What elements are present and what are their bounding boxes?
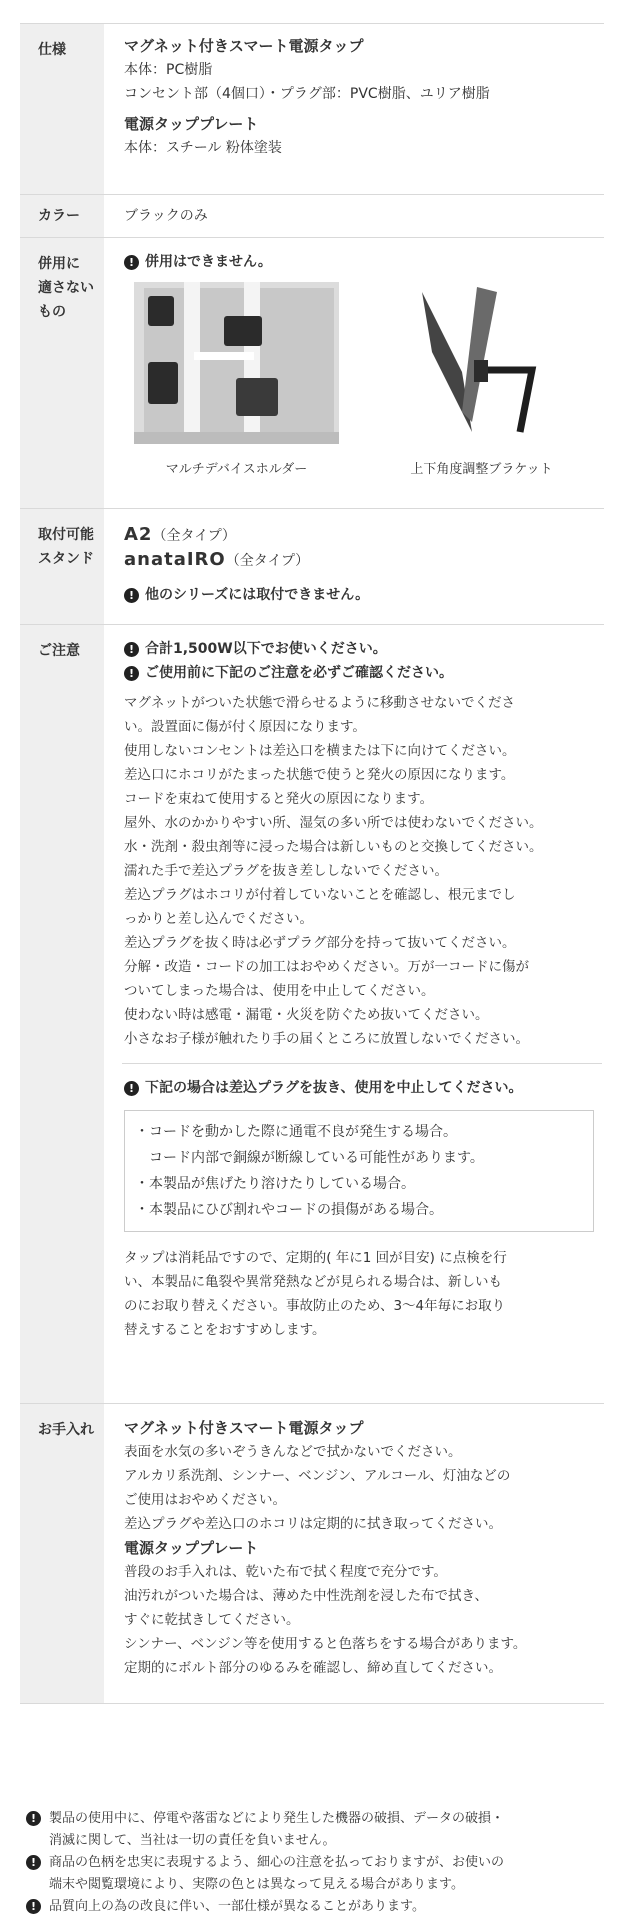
footnote-line: 製品の使用中に、停電や落雷などにより発生した機器の破損、データの破損・ xyxy=(49,1811,505,1826)
stand-item xyxy=(124,548,594,573)
stands-label xyxy=(20,509,104,625)
care-product1-title: マグネット付きスマート電源タップ xyxy=(124,1419,364,1437)
spec-content xyxy=(104,24,604,195)
color-value: ブラックのみ xyxy=(104,195,604,238)
stop-warning-text: 下記の場合は差込プラグを抜き、使用を中止してください。 xyxy=(145,1080,523,1096)
footnote xyxy=(26,1852,610,1896)
spec-product2-title: 電源タッププレート xyxy=(124,115,259,133)
incompatible-label xyxy=(20,238,104,509)
caution-line: 使用しないコンセントは差込口を横または下に向けてください。 xyxy=(124,743,516,759)
care-line: 表面を水気の多いぞうきんなどで拭かないでください。 xyxy=(124,1444,462,1460)
inspection-line: のにお取り替えください。事故防止のため、3～4年毎にお取り xyxy=(124,1298,506,1314)
incompatible-warning-text: 併用はできません。 xyxy=(145,254,272,270)
stop-condition: ・本製品が焦げたり溶けたりしている場合。 xyxy=(135,1176,415,1192)
caution-line: 分解・改造・コードの加工はおやめください。万が一コードに傷が xyxy=(124,959,529,975)
spec-product1-line: 本体：PC樹脂 xyxy=(124,62,213,78)
incompatible-images xyxy=(124,282,594,482)
stand-item xyxy=(124,523,594,548)
spec-product1-line: コンセント部（4個口）・プラグ部：PVC樹脂、ユリア樹脂 xyxy=(124,86,490,102)
caution-line: コードを束ねて使用すると発火の原因になります。 xyxy=(124,791,434,807)
caution-line: マグネットがついた状態で滑らせるように移動させないでくださ xyxy=(124,695,515,711)
incompatible-caption: マルチデバイスホルダー xyxy=(165,462,308,477)
inspection-line: い、本製品に亀裂や異常発熱などが見られる場合は、新しいも xyxy=(124,1274,502,1290)
incompatible-caption: 上下角度調整ブラケット xyxy=(410,462,553,477)
exclamation-icon: ! xyxy=(26,1899,41,1914)
care-row xyxy=(20,1404,604,1704)
footnote-line: 消滅に関して、当社は一切の責任を負いません。 xyxy=(49,1833,336,1848)
care-label: お手入れ xyxy=(20,1404,104,1704)
caution-line: 差込プラグを抜く時は必ずプラグ部分を持って抜いてください。 xyxy=(124,935,516,951)
inspection-line: タップは消耗品ですので、定期的( 年に1 回が目安) に点検を行 xyxy=(124,1250,507,1266)
spec-row xyxy=(20,24,604,195)
stands-warning-text: 他のシリーズには取付できません。 xyxy=(145,587,370,603)
stands-label-line: スタンド xyxy=(38,551,94,567)
footnote-line: 商品の色柄を忠実に表現するよう、細心の注意を払っておりますが、お使いの xyxy=(49,1855,505,1870)
stand-note: （全タイプ） xyxy=(225,553,310,569)
care-line: すぐに乾拭きしてください。 xyxy=(124,1612,300,1628)
care-line: シンナー、ベンジン等を使用すると色落ちをする場合があります。 xyxy=(124,1636,527,1652)
care-line: 油汚れがついた場合は、薄めた中性洗剤を浸した布で拭き、 xyxy=(124,1588,488,1604)
inspection-line: 替えすることをおすすめします。 xyxy=(124,1322,326,1338)
incompatible-label-line: 併用に xyxy=(38,256,80,272)
spec-product2-line: 本体：スチール 粉体塗装 xyxy=(124,140,282,156)
caution-line: い。設置面に傷が付く原因になります。 xyxy=(124,719,366,735)
caution-label: ご注意 xyxy=(20,625,104,1404)
incompatible-label-line: 適さない xyxy=(38,280,94,296)
exclamation-icon: ! xyxy=(124,642,139,657)
stands-warning xyxy=(124,583,594,607)
caution-content xyxy=(104,625,604,1404)
caution-divider xyxy=(122,1063,602,1064)
caution-line: 濡れた手で差込プラグを抜き差ししないでください。 xyxy=(124,863,448,879)
incompatible-item xyxy=(369,282,594,482)
care-line: アルカリ系洗剤、シンナー、ベンジン、アルコール、灯油などの xyxy=(124,1468,511,1484)
care-content xyxy=(104,1404,604,1704)
stop-conditions-box xyxy=(124,1110,594,1232)
caution-warning-text: 合計1,500W以下でお使いください。 xyxy=(145,641,387,657)
incompatible-row xyxy=(20,238,604,509)
angle-bracket-icon xyxy=(402,282,562,444)
care-line: 差込プラグや差込口のホコリは定期的に拭き取ってください。 xyxy=(124,1516,502,1532)
exclamation-icon: ! xyxy=(124,666,139,681)
incompatible-warning xyxy=(124,250,594,274)
stop-condition: コード内部で銅線が断線している可能性があります。 xyxy=(135,1150,484,1166)
incompatible-label-line: もの xyxy=(38,304,66,320)
color-label: カラー xyxy=(20,195,104,238)
caution-line: 水・洗剤・殺虫剤等に浸った場合は新しいものと交換してください。 xyxy=(124,839,543,855)
stand-name: A2 xyxy=(124,524,153,545)
caution-line: ついてしまった場合は、使用を中止してください。 xyxy=(124,983,435,999)
exclamation-icon: ! xyxy=(124,588,139,603)
exclamation-icon: ! xyxy=(124,255,139,270)
footnote-line: 端末や閲覧環境により、実際の色とは異なって見える場合があります。 xyxy=(49,1877,464,1892)
stands-label-line: 取付可能 xyxy=(38,527,94,543)
incompatible-content xyxy=(104,238,604,509)
stop-warning xyxy=(124,1076,594,1100)
care-line: 定期的にボルト部分のゆるみを確認し、締め直してください。 xyxy=(124,1660,502,1676)
stands-content xyxy=(104,509,604,625)
exclamation-icon: ! xyxy=(26,1811,41,1826)
stand-name: anataIRO xyxy=(124,549,226,570)
exclamation-icon: ! xyxy=(124,1081,139,1096)
footnote xyxy=(26,1808,610,1852)
spec-product1-title: マグネット付きスマート電源タップ xyxy=(124,37,364,55)
exclamation-icon: ! xyxy=(26,1855,41,1870)
care-product2-title: 電源タッププレート xyxy=(124,1539,259,1557)
care-line: 普段のお手入れは、乾いた布で拭く程度で充分です。 xyxy=(124,1564,447,1580)
caution-warning xyxy=(124,637,594,661)
caution-line: 屋外、水のかかりやすい所、湿気の多い所では使わないでください。 xyxy=(124,815,543,831)
stop-condition: ・コードを動かした際に通電不良が発生する場合。 xyxy=(135,1124,457,1140)
caution-line: っかりと差し込んでください。 xyxy=(124,911,313,927)
stands-row xyxy=(20,509,604,625)
stand-note: （全タイプ） xyxy=(152,528,236,544)
caution-line: 小さなお子様が触れたり手の届くところに放置しないでください。 xyxy=(124,1031,529,1047)
caution-line: 差込口にホコリがたまった状態で使うと発火の原因になります。 xyxy=(124,767,515,783)
footnote xyxy=(26,1896,610,1918)
caution-warning xyxy=(124,661,594,685)
stop-condition: ・本製品にひび割れやコードの損傷がある場合。 xyxy=(135,1202,443,1218)
color-row xyxy=(20,195,604,238)
incompatible-item xyxy=(124,282,349,482)
spec-table xyxy=(20,23,604,1704)
multi-device-holder-icon xyxy=(134,282,339,444)
footnote-line: 品質向上の為の改良に伴い、一部仕様が異なることがあります。 xyxy=(49,1899,425,1914)
caution-line: 使わない時は感電・漏電・火災を防ぐため抜いてください。 xyxy=(124,1007,489,1023)
spec-label: 仕様 xyxy=(20,24,104,195)
footnotes xyxy=(26,1808,610,1918)
caution-row xyxy=(20,625,604,1404)
caution-line: 差込プラグはホコリが付着していないことを確認し、根元までし xyxy=(124,887,516,903)
care-line: ご使用はおやめください。 xyxy=(124,1492,286,1508)
caution-warning-text: ご使用前に下記のご注意を必ずご確認ください。 xyxy=(145,665,453,681)
